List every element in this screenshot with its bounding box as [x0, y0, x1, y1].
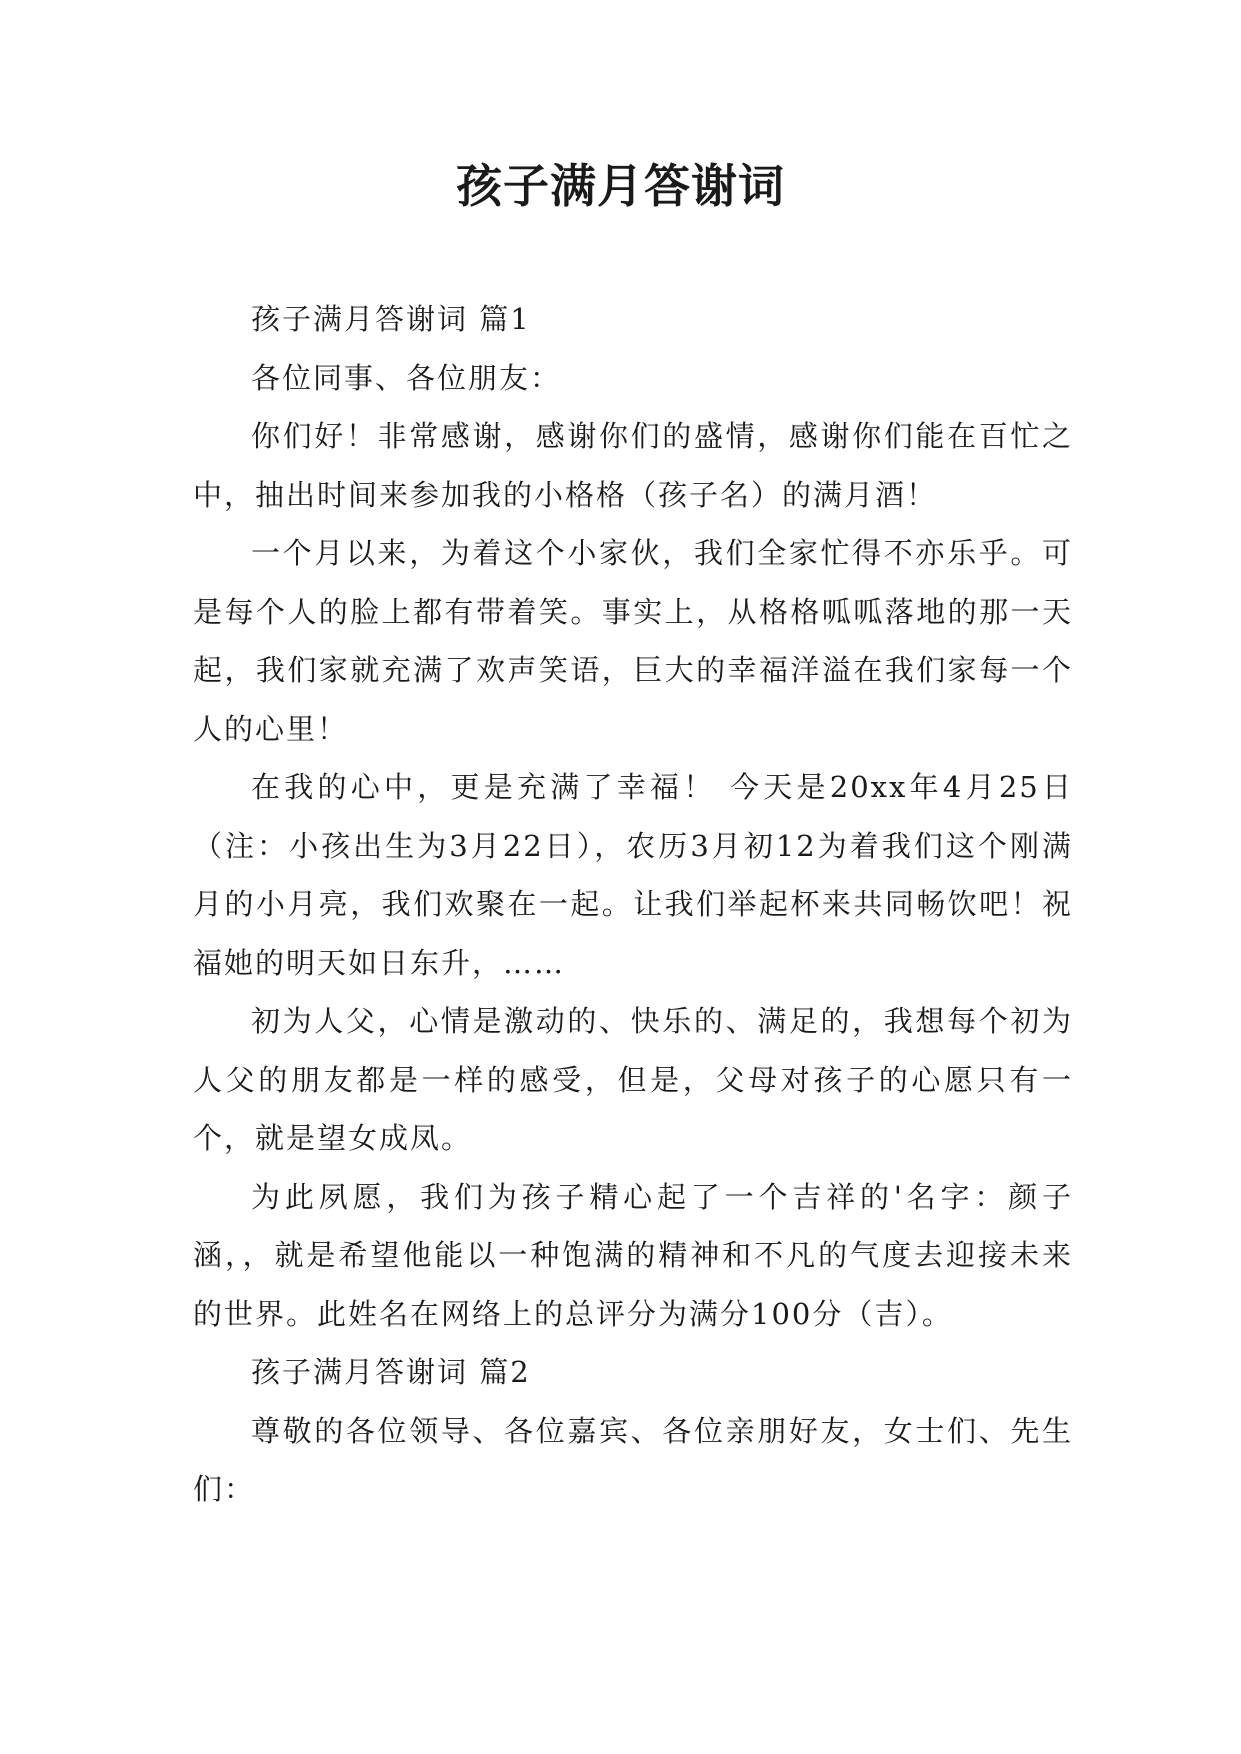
body-paragraph: 为此夙愿，我们为孩子精心起了一个吉祥的'名字：颜子涵，，就是希望他能以一种饱满的精神和不凡的气度去迎接未来的世界。此姓名在网络上的总评分为满分100分（吉）。 [193, 1179, 1073, 1331]
document-body [193, 290, 1073, 1519]
salutation-paragraph: 尊敬的各位领导、各位嘉宾、各位亲朋好友，女士们、先生们： [193, 1413, 1073, 1506]
body-paragraph: 初为人父，心情是激动的、快乐的、满足的，我想每个初为人父的朋友都是一样的感受，但是，父母对孩子的心愿只有一个，就是望女成凤。 [193, 1004, 1073, 1155]
body-paragraph: 你们好！非常感谢，感谢你们的盛情，感谢你们能在百忙之中，抽出时间来参加我的小格格（孩子名）的满月酒！ [193, 419, 1073, 512]
section-heading-1: 孩子满月答谢词 篇1 [251, 302, 531, 336]
section-heading-2: 孩子满月答谢词 篇2 [251, 1355, 531, 1389]
document-title: 孩子满月答谢词 [456, 159, 785, 213]
body-paragraph: 在我的心中，更是充满了幸福！ 今天是20xx年4月25日（注：小孩出生为3月22日），农历3月初12为着我们这个刚满月的小月亮，我们欢聚在一起。让我们举起杯来共同畅饮吧！祝福她的明天如日东升，…… [193, 770, 1073, 980]
salutation-paragraph: 各位同事、各位朋友： [251, 360, 562, 395]
body-paragraph: 一个月以来，为着这个小家伙，我们全家忙得不亦乐乎。可是每个人的脸上都有带着笑。事实上，从格格呱呱落地的那一天起，我们家就充满了欢声笑语，巨大的幸福洋溢在我们家每一个人的心里！ [193, 536, 1073, 746]
